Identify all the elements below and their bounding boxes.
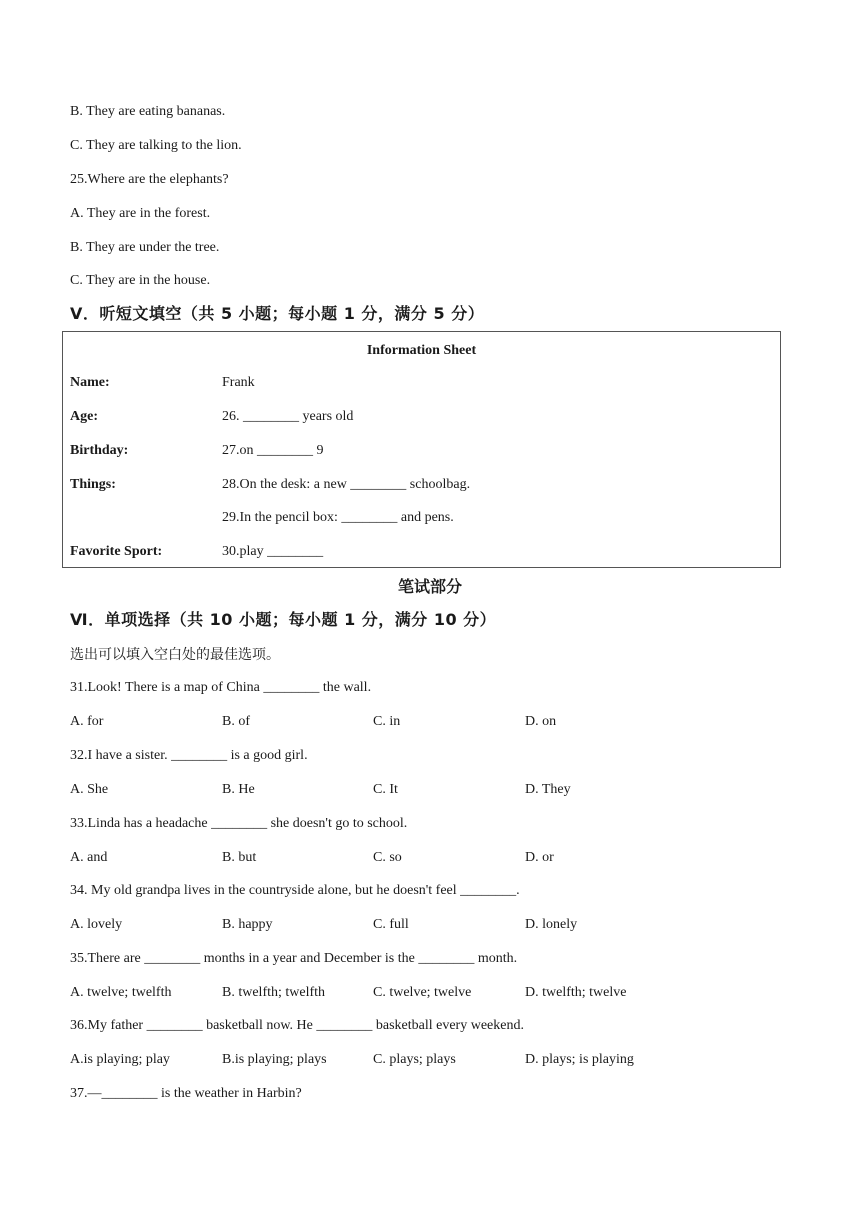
option-text: A. They are in the forest. [70, 206, 211, 221]
option-d: D. plays; is playing [525, 1052, 634, 1067]
written-part-heading: 笔试部分 [397, 577, 462, 596]
question-stem: 34. My old grandpa lives in the countryside alone, but he doesn't feel ________. [70, 883, 520, 898]
question-stem: 35.There are ________ months in a year and December is the ________ month. [70, 951, 518, 966]
info-value: 27.on ________ 9 [222, 443, 324, 458]
section-heading: Ⅵ．单项选择（共 10 小题；每小题 1 分，满分 10 分） [70, 610, 497, 629]
question-stem: 37.—________ is the weather in Harbin? [70, 1086, 302, 1101]
question-stem: 31.Look! There is a map of China ________ the wall. [70, 680, 372, 695]
info-value: 30.play ________ [222, 544, 324, 559]
option-c: C. in [373, 714, 401, 729]
info-label: Name: [70, 375, 110, 390]
info-label: Favorite Sport: [70, 544, 163, 559]
option-c: C. full [373, 917, 409, 932]
option-a: A.is playing; play [70, 1052, 170, 1067]
info-value: 29.In the pencil box: ________ and pens. [222, 510, 454, 525]
option-a: A. and [70, 850, 108, 865]
option-c: C. twelve; twelve [373, 985, 472, 1000]
information-sheet [62, 331, 781, 568]
option-text: B. They are under the tree. [70, 240, 220, 255]
option-a: A. She [70, 782, 109, 797]
question-stem: 36.My father ________ basketball now. He ________ basketball every weekend. [70, 1018, 524, 1033]
option-d: D. twelfth; twelve [525, 985, 627, 1000]
option-b: B.is playing; plays [222, 1052, 327, 1067]
question-stem: 25.Where are the elephants? [70, 172, 229, 187]
option-d: D. on [525, 714, 557, 729]
info-label: Things: [70, 477, 116, 492]
option-c: C. It [373, 782, 398, 797]
info-label: Age: [70, 409, 98, 424]
information-sheet-title: Information Sheet [366, 343, 477, 358]
option-b: B. twelfth; twelfth [222, 985, 326, 1000]
option-d: D. They [525, 782, 571, 797]
option-text: B. They are eating bananas. [70, 104, 226, 119]
option-text: C. They are in the house. [70, 273, 211, 288]
option-b: B. but [222, 850, 257, 865]
option-a: A. twelve; twelfth [70, 985, 172, 1000]
option-d: D. or [525, 850, 554, 865]
info-value: 26. ________ years old [222, 409, 354, 424]
option-b: B. He [222, 782, 255, 797]
info-value: 28.On the desk: a new ________ schoolbag. [222, 477, 471, 492]
question-stem: 32.I have a sister. ________ is a good girl. [70, 748, 308, 763]
option-b: B. happy [222, 917, 273, 932]
option-c: C. plays; plays [373, 1052, 456, 1067]
section-heading: Ⅴ．听短文填空（共 5 小题；每小题 1 分，满分 5 分） [70, 304, 485, 323]
section-instruction: 选出可以填入空白处的最佳选项。 [70, 647, 280, 663]
question-stem: 33.Linda has a headache ________ she doesn't go to school. [70, 816, 408, 831]
info-label: Birthday: [70, 443, 129, 458]
option-d: D. lonely [525, 917, 578, 932]
option-a: A. for [70, 714, 104, 729]
option-b: B. of [222, 714, 250, 729]
option-a: A. lovely [70, 917, 123, 932]
option-c: C. so [373, 850, 402, 865]
option-text: C. They are talking to the lion. [70, 138, 242, 153]
info-value: Frank [222, 375, 255, 390]
